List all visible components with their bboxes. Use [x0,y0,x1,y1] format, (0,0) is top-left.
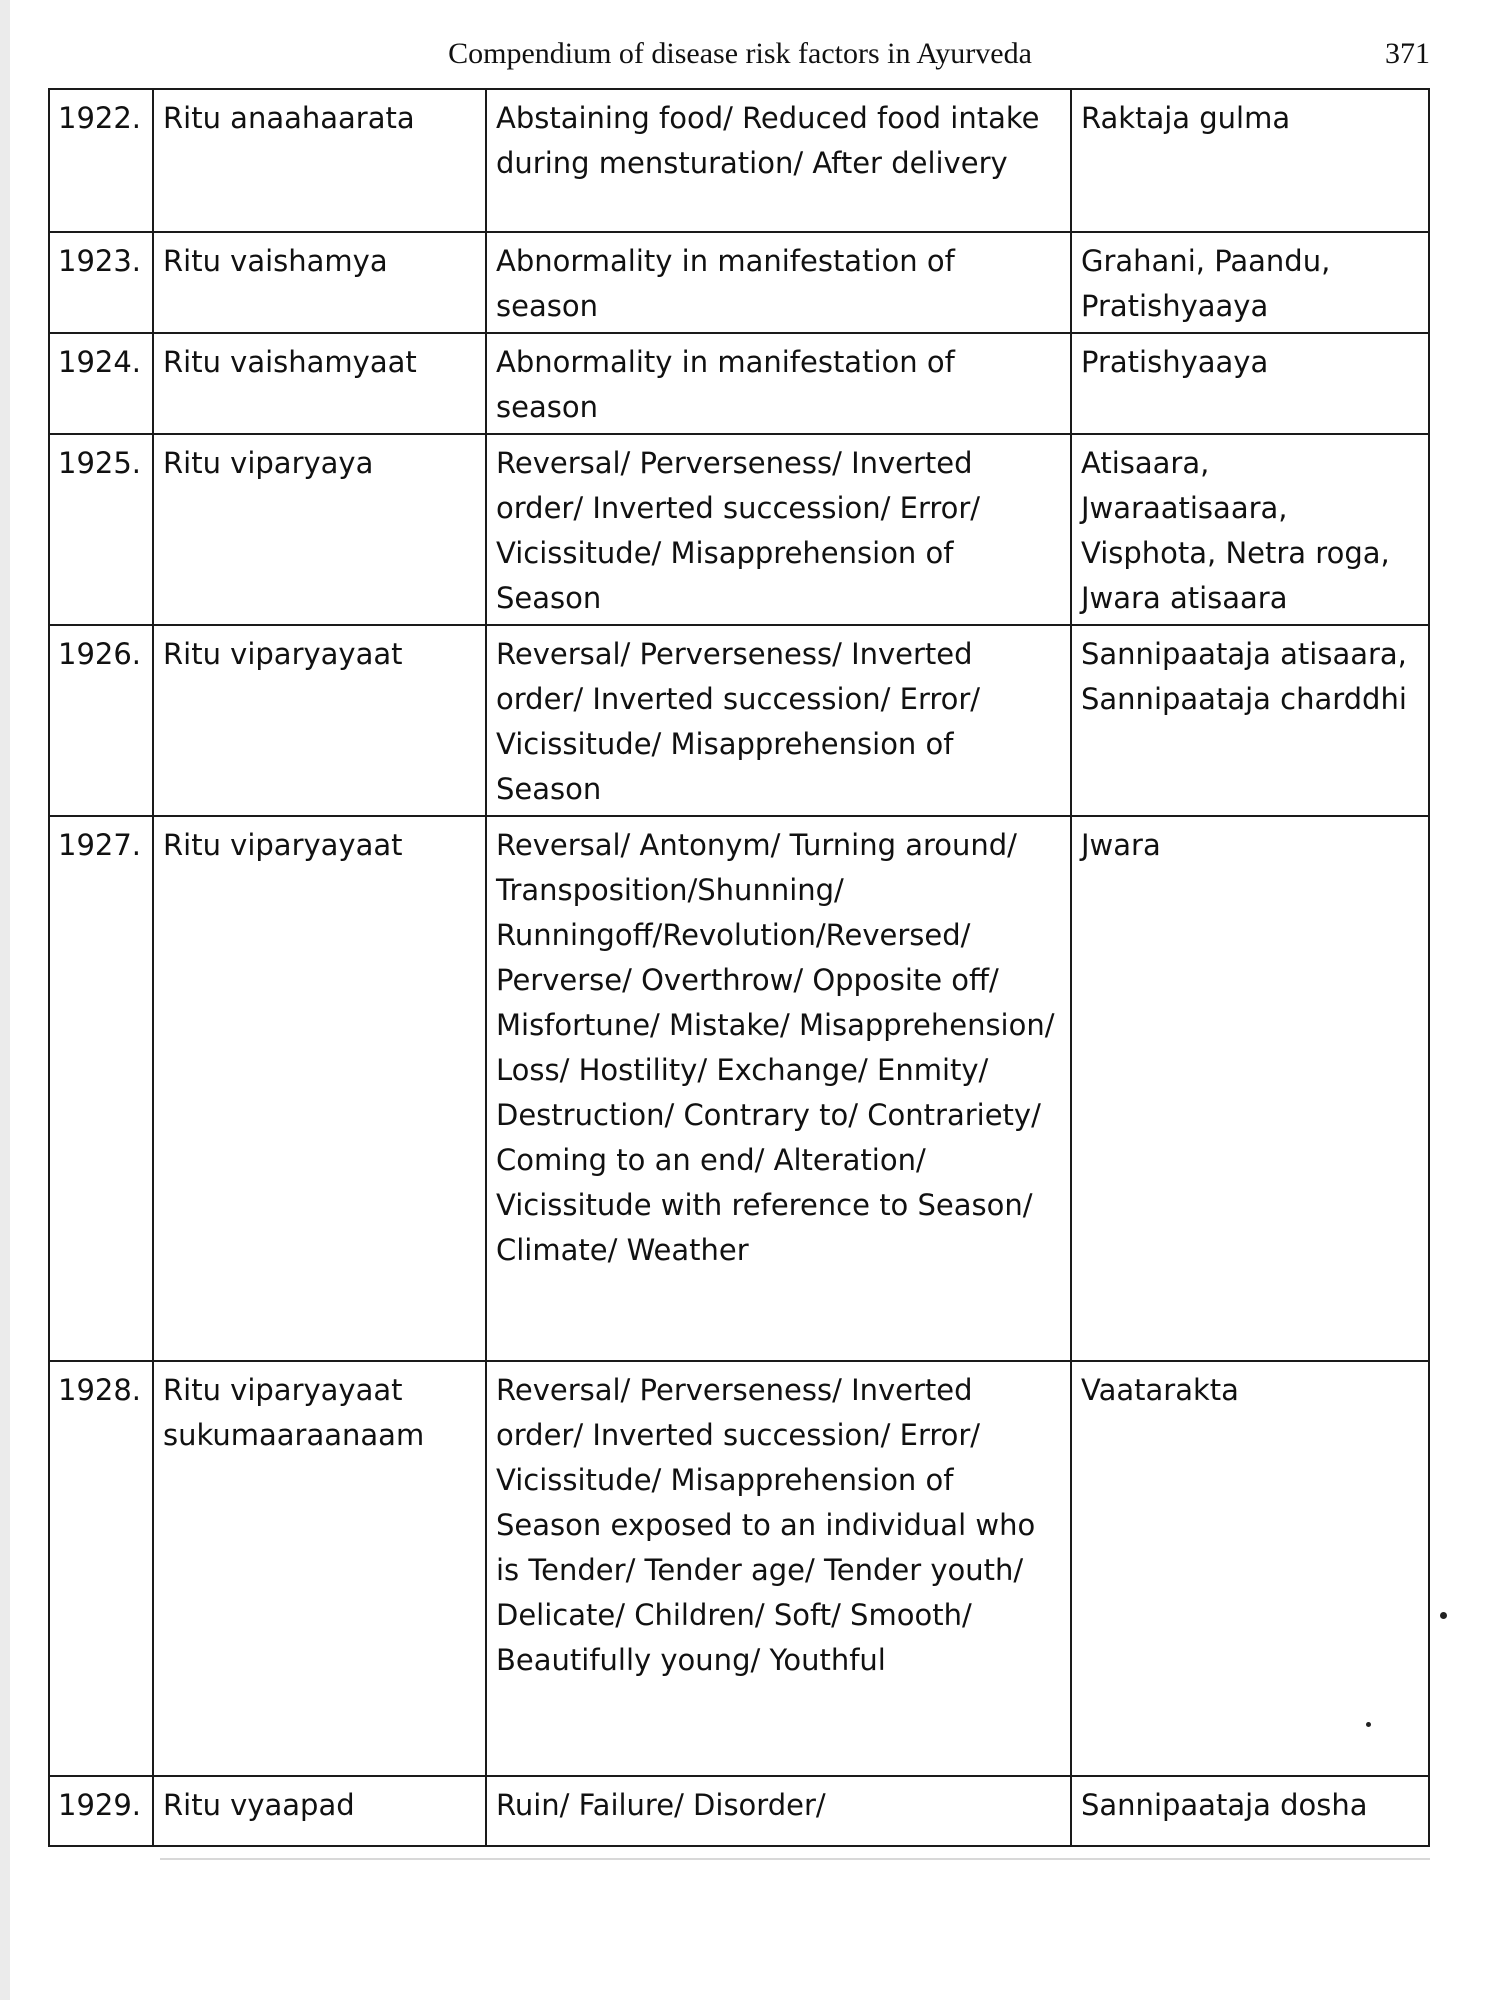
page-number: 371 [1385,37,1430,70]
associated-disease: Sannipaataja dosha [1071,1776,1429,1846]
risk-factor-meaning: Abnormality in manifestation of season [486,333,1071,434]
risk-factor-meaning: Abstaining food/ Reduced food intake during mensturation/ After delivery [486,89,1071,232]
entry-number: 1925. [49,434,153,625]
risk-factor-meaning: Reversal/ Perverseness/ Inverted order/ Inverted succession/ Error/ Vicissitude/ Misapprehension of Season [486,625,1071,816]
associated-disease: Pratishyaaya [1071,333,1429,434]
associated-disease: Sannipaataja atisaara, Sannipaataja charddhi [1071,625,1429,816]
page-title: Compendium of disease risk factors in Ayurveda [448,37,1032,70]
risk-factor-term: Ritu vyaapad [153,1776,486,1846]
associated-disease: Atisaara, Jwaraatisaara, Visphota, Netra roga, Jwara atisaara [1071,434,1429,625]
risk-factor-term: Ritu vaishamyaat [153,333,486,434]
table-row [49,333,1429,434]
associated-disease: Vaatarakta [1071,1361,1429,1776]
risk-factor-meaning: Reversal/ Perverseness/ Inverted order/ Inverted succession/ Error/ Vicissitude/ Misapprehension of Season [486,434,1071,625]
associated-disease: Grahani, Paandu, Pratishyaaya [1071,232,1429,333]
risk-factor-table [48,88,1430,1847]
table-row [49,1776,1429,1846]
table-row [49,434,1429,625]
risk-factor-term: Ritu viparyayaat [153,816,486,1361]
risk-factor-meaning: Reversal/ Antonym/ Turning around/ Transposition/Shunning/ Runningoff/Revolution/Reversed/ Perverse/ Overthrow/ Opposite off/ Misfortune/ Mistake/ Misapprehension/ Loss/ Hostility/ Exchange/ Enmity/ Destruction/ Contrary to/ Contrariety/ Coming to an end/ Alteration/ Vicissitude with reference to Season/ Climate/ Weather [486,816,1071,1361]
scan-speck [1366,1722,1371,1727]
scan-speck [1440,1612,1447,1619]
table-row [49,625,1429,816]
entry-number: 1928. [49,1361,153,1776]
associated-disease: Raktaja gulma [1071,89,1429,232]
table-row [49,232,1429,333]
entry-number: 1924. [49,333,153,434]
entry-number: 1923. [49,232,153,333]
risk-factor-term: Ritu viparyaya [153,434,486,625]
scan-edge-shadow [0,0,10,2000]
entry-number: 1927. [49,816,153,1361]
entry-number: 1926. [49,625,153,816]
risk-factor-term: Ritu viparyayaat [153,625,486,816]
risk-factor-term: Ritu vaishamya [153,232,486,333]
running-header [50,30,1430,80]
entry-number: 1929. [49,1776,153,1846]
scan-shadow-rule [160,1858,1430,1860]
risk-factor-meaning: Reversal/ Perverseness/ Inverted order/ Inverted succession/ Error/ Vicissitude/ Misapprehension of Season exposed to an individual who is Tender/ Tender age/ Tender youth/ Delicate/ Children/ Soft/ Smooth/ Beautifully young/ Youthful [486,1361,1071,1776]
risk-factor-term: Ritu viparyayaat sukumaaraanaam [153,1361,486,1776]
risk-factor-term: Ritu anaahaarata [153,89,486,232]
table-row [49,1361,1429,1776]
associated-disease: Jwara [1071,816,1429,1361]
table-row [49,89,1429,232]
risk-factor-meaning: Ruin/ Failure/ Disorder/ [486,1776,1071,1846]
entry-number: 1922. [49,89,153,232]
table-row [49,816,1429,1361]
risk-factor-meaning: Abnormality in manifestation of season [486,232,1071,333]
